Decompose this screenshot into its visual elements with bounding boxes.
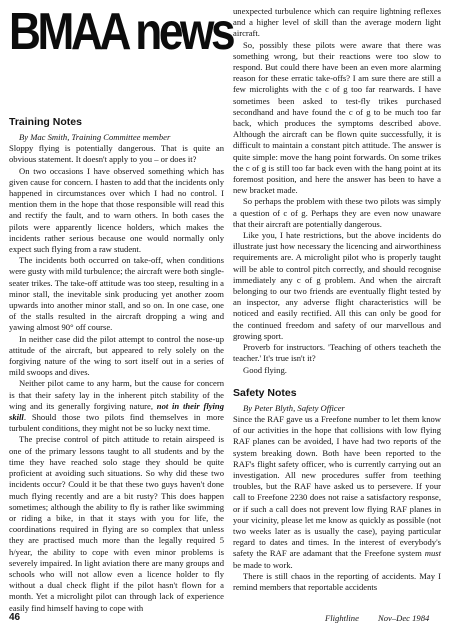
training-heading: Training Notes [9,116,82,128]
safety-heading: Safety Notes [233,386,297,399]
safety-paragraph-1-a: Since the RAF gave us a Freefone number to let them know of our activities in the hope that collisions with low flying RAF planes can be avoided, I have had two reports of the system breaking down. Both have been reported to the RAF's flight safety officer, who is currently carrying out an investigation. All new procedures suffer from teething troubles, but the RAF have asked us to persevere. If your call to Freefone 2230 does not raise a satisfactory response, or if such a call does not prevent low flying RAF planes in your vicinity, please let me know as quickly as possible (not two weeks later as is usually the case), paying particular regard to dates and times. In the interest of everybody's safety the RAF are adamant that the Freefone system [233,413,441,559]
training-continued-4: Like you, I hate restrictions, but the above incidents do illustrate just how necessary the licencing and airworthiness requirements are. A microlight pilot who is properly taught will be able to control pitch correctly, and should recognise immediately any c of g problem. And when the aircraft belonging to our two friends are eventually flight tested by an inspector, any adverse flight characteristics will be noticed and easily rectified. All this can only be good for the continued freedom and safety of our marvellous and growing sport. [233,230,441,341]
training-paragraph-1: Sloppy flying is potentially dangerous. That is quite an obvious statement. It doesn't apply to you – or does it? [9,143,224,165]
training-notes-section [9,116,224,614]
training-paragraph-5-emphasis: not in their flying skill [9,400,224,423]
training-paragraph-5-b: . Should those two pilots find themselves in more turbulent conditions, they might not be so lucky next time. [9,412,224,434]
safety-paragraph-1-b: be made to work. [233,559,293,570]
issue-date: Nov–Dec 1984 [378,613,430,623]
training-continued-1: unexpected turbulence which can require lightning reflexes and a higher level of skill than the average modern light aircraft. [233,6,441,39]
training-continued-6: Good flying. [243,364,287,375]
publication-name: Flightline [325,613,359,623]
page-number: 46 [9,612,21,623]
training-paragraph-3: The incidents both occurred on take-off, when conditions were gusty with mild turbulence; the aircraft were both single-seater trikes. The take-off attitude was too steep, resulting in a minor stall, the inevitable sink producing yet another zoom upwards into another minor stall, and so on. In one case, one of the stalls resulted in the aircraft dropping a wing and yawing almost 90° off course. [9,255,225,333]
safety-paragraph-1 [233,414,441,571]
training-byline: By Mac Smith, Training Committee member [19,132,171,142]
training-paragraph-5-a: Neither pilot came to any harm, but the cause for concern is that their safety lay in the inherent pitch stability of the wing and its generally forgiving nature, [9,378,224,411]
safety-byline: By Peter Blyth, Safety Officer [243,402,345,413]
training-continued-2: So, possibly these pilots were aware that there was something wrong, but their reactions were too slow to respond. But could there have been an even more alarming reason for these erratic take-offs? I am sure there are still a few microlights with the c of g too far rearwards. I have sometimes been asked to test-fly trikes purchased secondhand and have found the c of g to be much too far back, which produces the symptoms described above. Although the aircraft can be flown quite successfully, it is difficult to maintain a constant pitch attitude. The answer is quite simple: move the hang point forwards. On some trikes the c of g is still too far back even with the hang point at its foremost position, and here the answer has been to have a new bracket made. [233,39,441,196]
training-continued-3: So perhaps the problem with these two pilots was simply a question of c of g. Perhaps they are even now unaware that their aircraft are potentially dangerous. [233,196,441,229]
training-paragraph-6: The precise control of pitch attitude to retain airspeed is one of the primary lessons taught to all students and by the time they have reached solo stage they should be quite proficient at avoiding such situations. So why did these two incidents occur? Could it be that these two guys haven't done much flying recently and are a bit rusty? This does happen sometimes; although the ability to fly is rather like swimming or riding a bike, in that it stays with you for life, the coordinations required in flying are so complex that unless they are practised much more than the legally required 5 h/year, the ability to cope with even minor problems is severely impaired. In light aviation there are many groups and schools who will not allow even a licence holder to fly without a dual check flight if the pilot hasn't flown for a month. Yet a microlight pilot can through lack of experience easily find himself having to cope with [9,434,224,613]
training-paragraph-5 [9,378,224,434]
right-column [233,6,441,593]
safety-paragraph-1-emphasis: must [424,548,441,559]
training-paragraph-4: In neither case did the pilot attempt to control the nose-up attitude of the aircraft, but appeared to rely solely on the forgiving nature of the wing to sort itself out in a series of mild swoops and dives. [9,333,224,378]
training-continued-5: Proverb for instructors. 'Teaching of others teacheth the teacher.' It's true isn't it? [233,342,441,364]
masthead-title: BMAA news [9,3,233,61]
training-paragraph-2: On two occasions I have observed something which has given cause for concern. I hasten to add that the incidents only happened in circumstances over which I had no control. I mention them in the hope that those responsible will read this and rectify the fault, and to warn others. In both cases the pilots were apparently licence holders, which makes the incidents rather serious because one would normally only expect such flying from a raw student. [9,165,224,255]
safety-paragraph-2: There is still chaos in the reporting of accidents. May I remind members that reportable accidents [233,570,441,592]
